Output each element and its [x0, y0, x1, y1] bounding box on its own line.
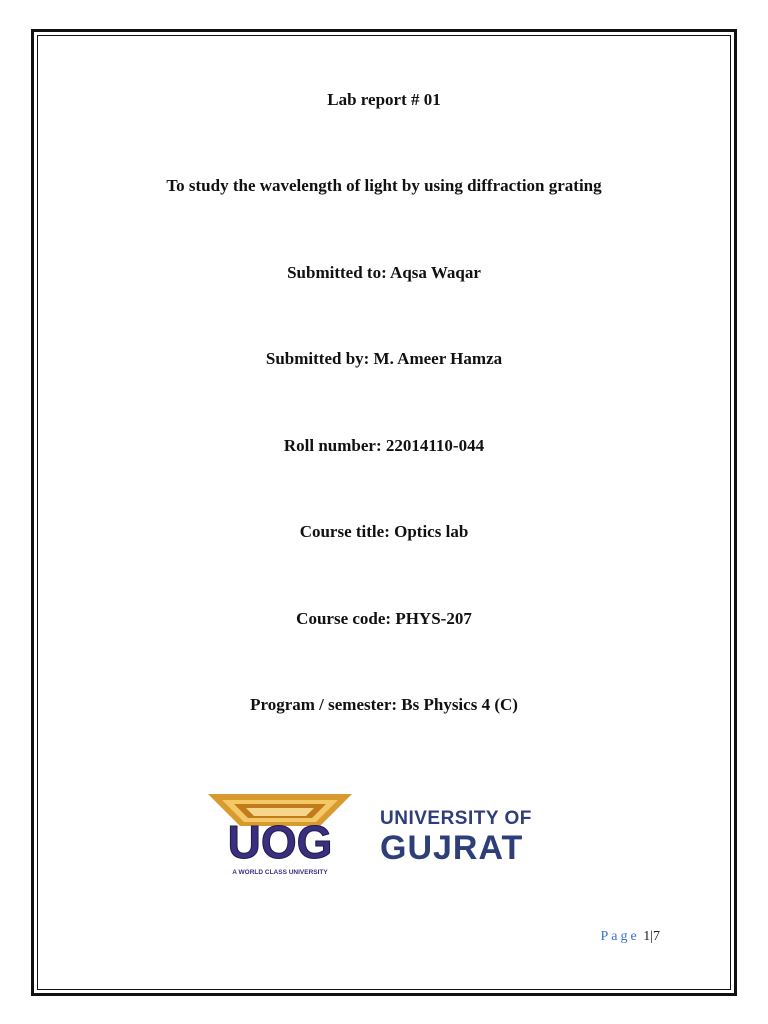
university-name-line2: GUJRAT	[380, 829, 524, 867]
course-title: Course title: Optics lab	[299, 522, 469, 541]
university-name	[380, 808, 532, 866]
page-number	[600, 929, 660, 945]
program-semester: Program / semester: Bs Physics 4 (C)	[250, 695, 518, 714]
emblem-tagline: A WORLD CLASS UNIVERSITY	[232, 869, 328, 876]
report-topic: To study the wavelength of light by using diffraction grating	[166, 176, 602, 195]
roll-number: Roll number: 22014110-044	[283, 436, 485, 455]
university-logo	[200, 790, 570, 880]
page-current: 1	[643, 929, 651, 944]
submitted-by: Submitted by: M. Ameer Hamza	[265, 349, 503, 368]
page-separator: |	[650, 929, 653, 944]
page-total: 7	[653, 929, 660, 944]
emblem-letters: UOG	[227, 816, 333, 868]
course-code: Course code: PHYS-207	[296, 609, 472, 628]
university-name-line1: UNIVERSITY OF	[380, 808, 532, 829]
uog-emblem-icon	[200, 790, 360, 878]
report-title: Lab report # 01	[327, 90, 441, 109]
page-label: Page	[600, 929, 640, 944]
submitted-to: Submitted to: Aqsa Waqar	[287, 263, 481, 282]
